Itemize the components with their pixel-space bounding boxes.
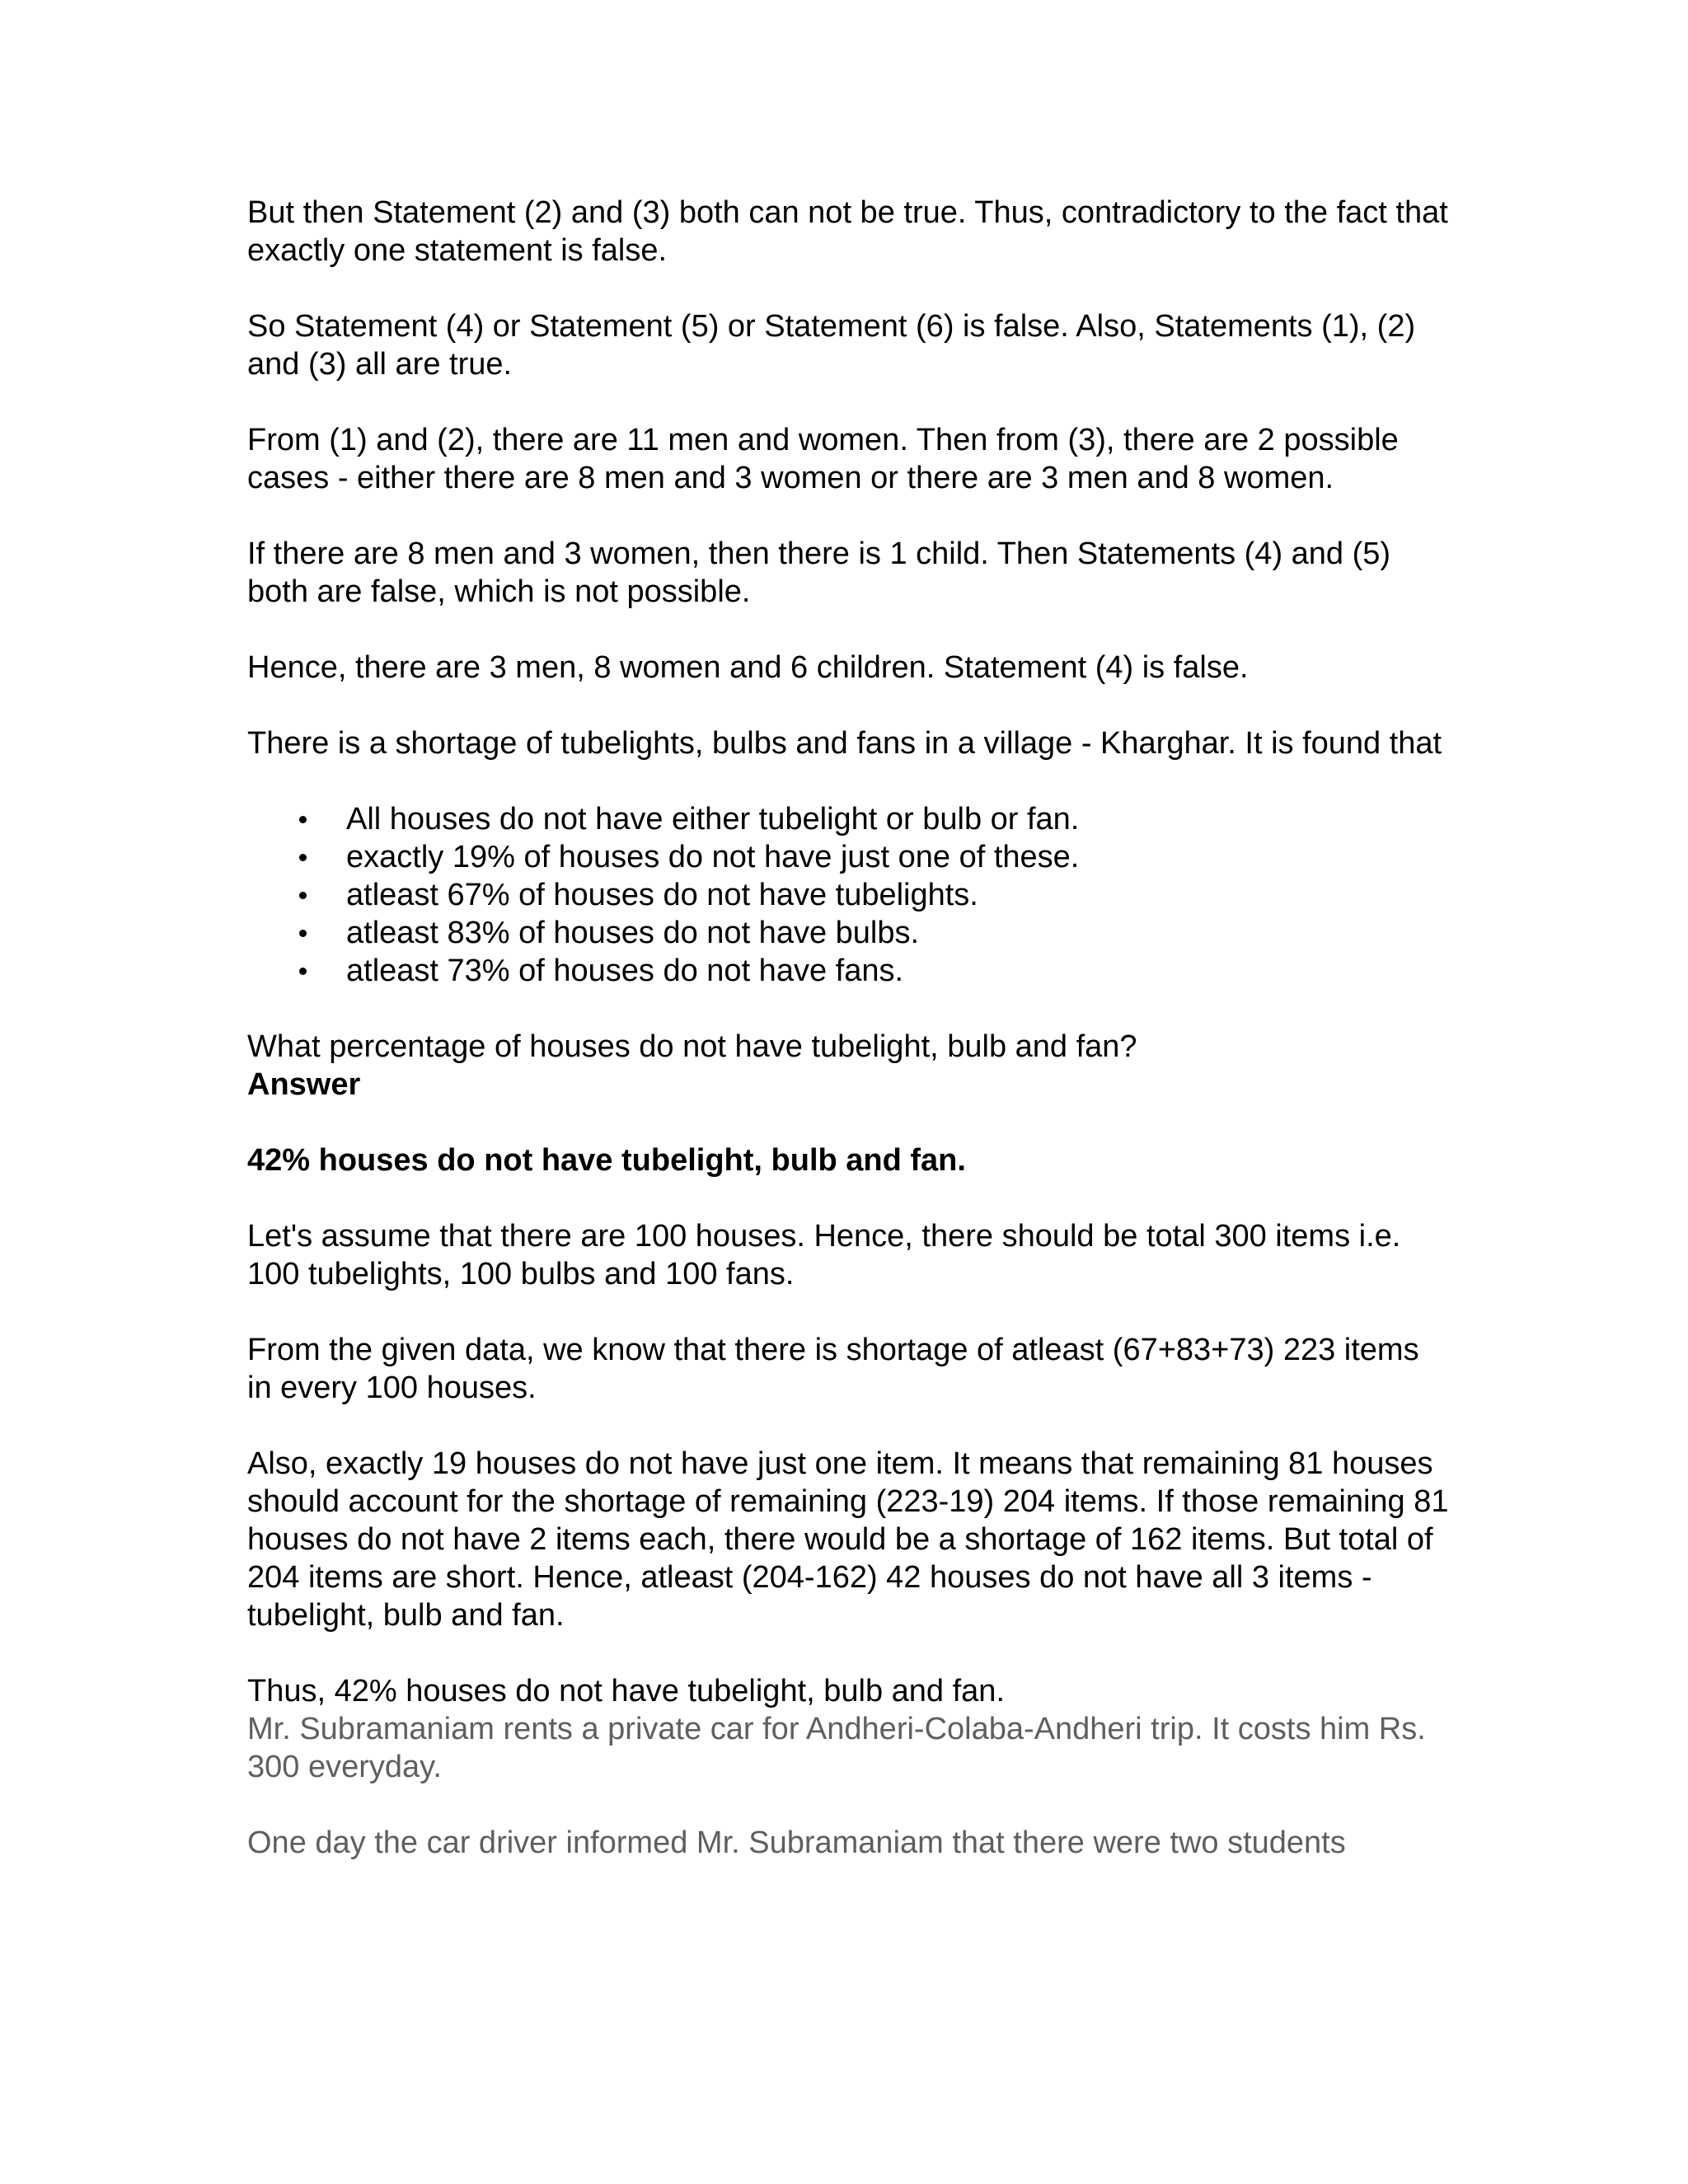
question: What percentage of houses do not have tubelight, bulb and fan? — [247, 1029, 1137, 1064]
conditions-list — [247, 800, 1451, 990]
bullet-icon — [299, 854, 307, 861]
conclusion: Thus, 42% houses do not have tubelight, bulb and fan. — [247, 1674, 1005, 1708]
list-item-text: atleast 83% of houses do not have bulbs. — [346, 916, 920, 950]
paragraph: But then Statement (2) and (3) both can not be true. Thus, contradictory to the fact that exactly one statement is false. — [247, 195, 1448, 268]
answer-label: Answer — [247, 1067, 361, 1102]
answer-statement: 42% houses do not have tubelight, bulb and fan. — [247, 1143, 966, 1178]
list-item-text: All houses do not have either tubelight or bulb or fan. — [346, 802, 1080, 837]
list-item — [247, 800, 1451, 838]
bullet-icon — [299, 968, 307, 975]
next-puzzle-paragraph: Mr. Subramaniam rents a private car for Andheri-Colaba-Andheri trip. It costs him Rs. 300 everyday. — [247, 1712, 1426, 1784]
list-item-text: atleast 73% of houses do not have fans. — [346, 954, 904, 988]
paragraph: From (1) and (2), there are 11 men and women. Then from (3), there are 2 possible cases - either there are 8 men and 3 women or there are 3 men and 8 women. — [247, 423, 1399, 495]
explanation-paragraph: Also, exactly 19 houses do not have just one item. It means that remaining 81 houses should account for the shortage of remaining (223-19) 204 items. If those remaining 81 houses do not have 2 items each, there would be a shortage of 162 items. But total of 204 items are short. Hence, atleast (204-162) 42 houses do not have all 3 items - tubelight, bulb and fan. — [247, 1446, 1449, 1633]
paragraph: Hence, there are 3 men, 8 women and 6 children. Statement (4) is false. — [247, 650, 1249, 685]
explanation-paragraph: From the given data, we know that there is shortage of atleast (67+83+73) 223 items in every 100 houses. — [247, 1333, 1419, 1405]
list-item-text: exactly 19% of houses do not have just one of these. — [346, 840, 1080, 874]
list-item — [247, 952, 1451, 990]
puzzle-intro: There is a shortage of tubelights, bulbs and fans in a village - Kharghar. It is found that — [247, 726, 1442, 761]
paragraph: So Statement (4) or Statement (5) or Statement (6) is false. Also, Statements (1), (2) and (3) all are true. — [247, 309, 1416, 382]
document-page — [247, 194, 1451, 1862]
list-item-text: atleast 67% of houses do not have tubelights. — [346, 878, 978, 912]
list-item — [247, 914, 1451, 952]
next-puzzle-paragraph: One day the car driver informed Mr. Subramaniam that there were two students — [247, 1825, 1346, 1860]
bullet-icon — [299, 930, 307, 937]
list-item — [247, 838, 1451, 876]
bullet-icon — [299, 892, 307, 899]
list-item — [247, 876, 1451, 914]
explanation-paragraph: Let's assume that there are 100 houses. Hence, there should be total 300 items i.e. 100 tubelights, 100 bulbs and 100 fans. — [247, 1219, 1401, 1291]
paragraph: If there are 8 men and 3 women, then there is 1 child. Then Statements (4) and (5) both are false, which is not possible. — [247, 537, 1391, 609]
bullet-icon — [299, 816, 307, 823]
